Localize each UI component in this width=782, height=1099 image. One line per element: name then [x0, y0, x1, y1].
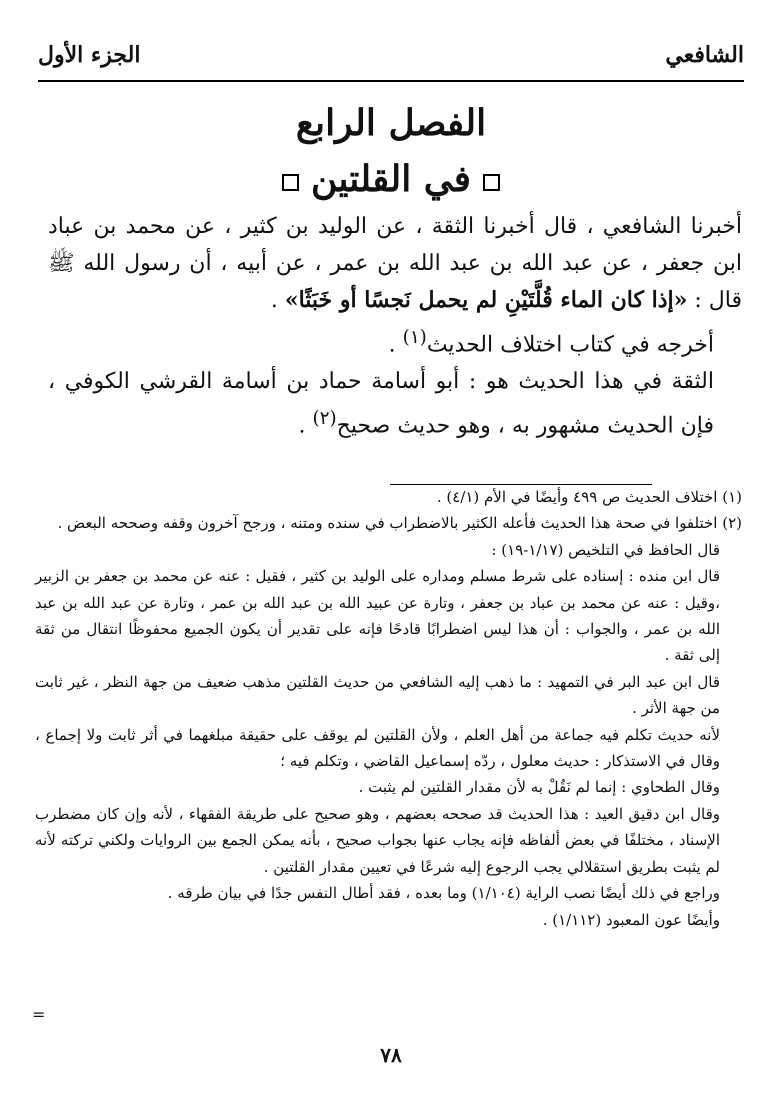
footnote-line: قال الحافظ في التلخيص (١/١٧-١٩) : [491, 540, 720, 559]
paragraph-end: . [388, 332, 403, 358]
footnote-ref-2[interactable]: (٢) [312, 408, 337, 430]
source-text: أخرجه في كتاب اختلاف الحديث [426, 332, 714, 358]
isnad-text: أخبرنا الشافعي ، قال أخبرنا الثقة ، عن الوليد بن كثير ، عن محمد بن عباد ابن جعفر ، عن عبد الله بن عبد الله بن عمر ، عن أبيه ، أن رسول الله ﷺ قال : [48, 214, 742, 313]
square-ornament-icon [483, 174, 500, 191]
footnote-1: (١) اختلاف الحديث ص ٤٩٩ وأيضًا في الأم (٤/١) . [436, 488, 742, 506]
section-title-text: في القلتين [311, 158, 471, 200]
footnote-line: قال ابن منده : إسناده على شرط مسلم ومداره على الوليد بن كثير ، فقيل : عنه عن محمد بن جعفر بن الزبير ،وقيل : عنه عن محمد بن عباد بن جعفر ، وتارة عن عبيد الله بن عبد الله بن عمر ، وتارة عن عبد الله بن عبد الله بن عمر ، والجواب : أن هذا ليس اضطرابًا قادحًا فإنه على تقدير أن يكون الجميع محفوظًا انتقال من ثقة إلى ثقة . [35, 567, 720, 665]
running-head-volume: الجزء الأول [38, 42, 141, 68]
paragraph-narrator [48, 363, 742, 444]
hadith-text: «إذا كان الماء قُلَّتَيْنِ لم يحمل نَجسًا أو خَبَثًا» [284, 287, 688, 313]
footnote-2: (٢) اختلفوا في صحة هذا الحديث فأعله الكثير بالاضطراب في سنده ومتنه ، ورجح آخرون وقفه وصححه البعض . [57, 514, 742, 533]
footnote-line: لأنه حديث تكلم فيه جماعة من أهل العلم ، ولأن القلتين لم يوقف على حقيقة مبلغهما في أثر ثابت ولا إجماع ، وقال في الاستذكار : حديث معلول ، ردّه إسماعيل القاضي ، وتكلم فيه ؛ [35, 725, 720, 771]
square-ornament-icon [282, 174, 299, 191]
page-number: ٧٨ [380, 1043, 402, 1067]
footnote-line: وقال الطحاوي : إنما لم نَقُلْ به لأن مقدار القلتين لم يثبت . [358, 778, 720, 797]
footnote-line: وراجع في ذلك أيضًا نصب الراية (١/١٠٤) وما بعده ، فقد أطال النفس جدًا في بيان طرقه . [167, 884, 720, 903]
main-text [48, 208, 742, 445]
footnote-line: قال ابن عبد البر في التمهيد : ما ذهب إليه الشافعي من حديث القلتين مذهب ضعيف من جهة النظر ، غير ثابت من جهة الأثر . [35, 672, 720, 718]
paragraph-end: . [298, 413, 313, 439]
chapter-title: الفصل الرابع [295, 102, 487, 144]
footnote-line: وقال ابن دقيق العيد : هذا الحديث قد صححه بعضهم ، وهو صحيح على طريقة الفقهاء ، لأنه وإن كان مضطرب الإسناد ، مختلفًا في بعض ألفاظه فإنه يجاب عنها بجواب صحيح ، بأنه يمكن الجمع بين الروايات ولكني تركته لأنه لم يثبت بطريق استقلالي يجب الرجوع إليه شرعًا في تعيين مقدار القلتين . [35, 804, 720, 876]
paragraph-hadith [48, 208, 742, 319]
footnote-line: وأيضًا عون المعبود (١/١١٢) . [542, 910, 720, 929]
running-head-author: الشافعي [665, 42, 744, 68]
running-head [38, 40, 744, 76]
continuation-mark: = [32, 1005, 46, 1024]
header-rule [38, 80, 744, 82]
narrator-text: الثقة في هذا الحديث هو : أبو أسامة حماد بن أسامة القرشي الكوفي ، فإن الحديث مشهور به ، وهو حديث صحيح [48, 369, 714, 439]
footnote-ref-1[interactable]: (١) [402, 327, 427, 348]
section-title [0, 158, 782, 200]
paragraph-end: . [270, 288, 285, 313]
footnotes [35, 484, 742, 933]
paragraph-source [48, 319, 742, 363]
